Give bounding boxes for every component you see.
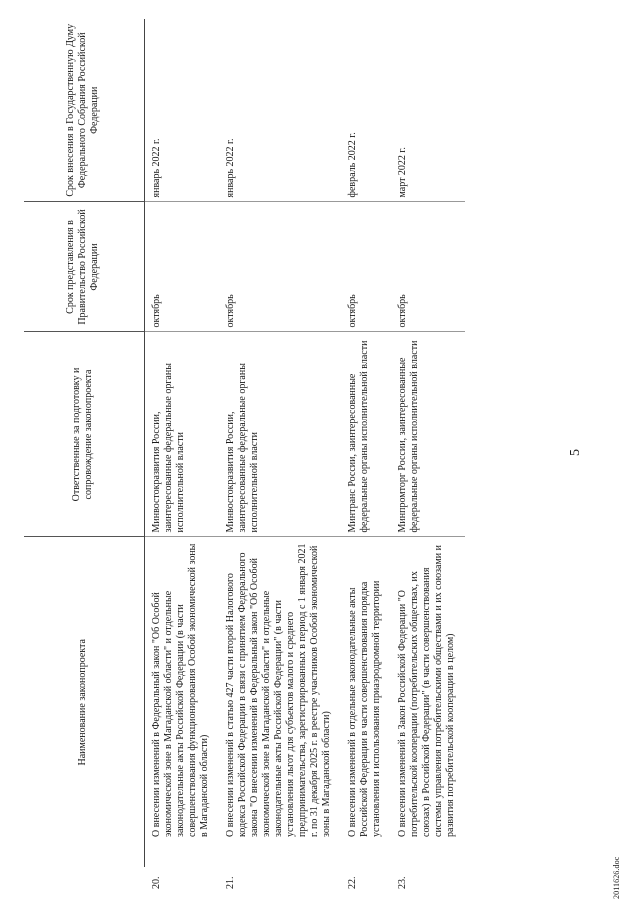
cell-responsible: Минвостокразвития России, заинтересованные федеральные органы исполнительной власти	[145, 332, 220, 537]
header-duma-deadline: Срок внесения в Государственную Думу Федерального Собрания Российской Федерации	[24, 19, 145, 202]
cell-responsible: Минвостокразвития России, заинтересованные федеральные органы исполнительной власти	[219, 332, 341, 537]
cell-duma-deadline: март 2022 г.	[391, 19, 465, 202]
row-number: 23.	[397, 876, 408, 889]
row-text	[347, 542, 383, 889]
table-row	[219, 19, 341, 867]
cell-gov-deadline: октябрь	[145, 202, 220, 332]
row-text	[225, 542, 333, 889]
table-header-row	[24, 19, 145, 867]
cell-name	[219, 537, 341, 889]
cell-gov-deadline: октябрь	[219, 202, 341, 332]
cell-name	[145, 537, 220, 889]
table-row	[341, 19, 391, 867]
bills-table	[24, 19, 465, 889]
cell-responsible: Минпромторг России, заинтересованные федеральные органы исполнительной власти	[391, 332, 465, 537]
row-number: 22.	[347, 876, 358, 889]
row-number: 21.	[225, 876, 236, 889]
row-text	[151, 542, 211, 889]
cell-duma-deadline: февраль 2022 г.	[341, 19, 391, 202]
bill-name: О внесении изменений в Федеральный закон "Об Особой экономической зоне в Магаданской области" и отдельные законодательные акты Российской Федерации (в части совершенствования функционирования Особой экономической зоны в Магаданской области)	[151, 543, 210, 837]
document-id: 2011626.doc	[612, 856, 621, 899]
page-number: 5	[568, 449, 583, 456]
cell-name	[341, 537, 391, 889]
cell-gov-deadline: октябрь	[341, 202, 391, 332]
header-responsible: Ответственные за подготовку и сопровождение законопроекта	[24, 332, 145, 537]
bill-name: О внесении изменений в отдельные законодательные акты Российской Федерации в части совершенствования порядка установления и использования приаэродромной территории	[347, 580, 382, 837]
table-row	[145, 19, 220, 867]
cell-gov-deadline: октябрь	[391, 202, 465, 332]
cell-duma-deadline: январь 2022 г.	[219, 19, 341, 202]
cell-duma-deadline: январь 2022 г.	[145, 19, 220, 202]
bill-name: О внесении изменений в Закон Российской Федерации "О потребительской кооперации (потребительских обществах, их союзах) в Российской Федерации" (в части совершенствования системы управления потребительскими обществами и их союзами и развития потребительской кооперации в целом)	[397, 545, 456, 837]
bill-name: О внесении изменений в статью 427 части второй Налогового кодекса Российской Федерации в связи с принятием Федерального закона "О внесении изменений в Федеральный закон "Об Особой экономической зоне в Магаданской области" и отдельные законодательные акты Российской Федерации" (в части установления льгот для субъектов малого и среднего предпринимательства, зарегистрированных в период с 1 января 2021 г. по 31 декабря 2025 г. в реестре участников Особой экономической зоны в Магаданской области)	[225, 543, 332, 837]
cell-responsible: Минтранс России, заинтересованные федеральные органы исполнительной власти	[341, 332, 391, 537]
row-text	[397, 542, 457, 889]
row-number: 20.	[151, 876, 162, 889]
table-row	[391, 19, 465, 867]
cell-name	[391, 537, 465, 889]
header-name: Наименование законопроекта	[24, 537, 145, 867]
header-gov-deadline: Срок представления в Правительство Российской Федерации	[24, 202, 145, 332]
